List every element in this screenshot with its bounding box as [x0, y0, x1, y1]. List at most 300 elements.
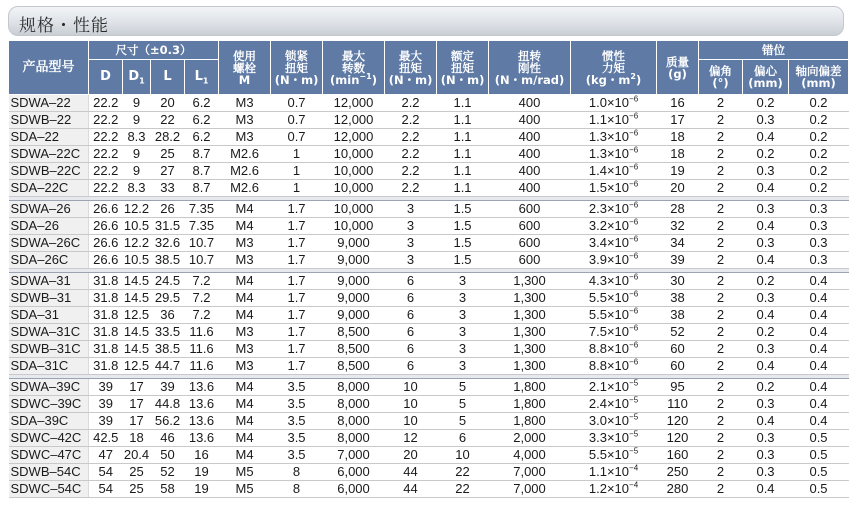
cell-model: SDWA–31C [9, 324, 89, 341]
table-row [9, 341, 849, 358]
cell-rated: 22 [437, 464, 489, 481]
cell-d1: 9 [123, 163, 151, 180]
cell-angle: 2 [699, 180, 743, 197]
cell-maxtq: 2.2 [385, 112, 437, 129]
cell-screw: M4 [219, 396, 271, 413]
cell-speed: 12,000 [323, 95, 385, 112]
cell-inertia: $5.5\times 10^{-6}$ [571, 307, 657, 324]
cell-axial: 0.4 [789, 290, 849, 307]
section-title: 规格・性能 [19, 16, 109, 36]
cell-lock: 8 [271, 481, 323, 498]
cell-rated: 5 [437, 396, 489, 413]
cell-screw: M5 [219, 481, 271, 498]
cell-model: SDWB–54C [9, 464, 89, 481]
cell-screw: M3 [219, 324, 271, 341]
cell-maxtq: 6 [385, 324, 437, 341]
cell-maxtq: 6 [385, 341, 437, 358]
cell-rated: 5 [437, 379, 489, 396]
table-row [9, 218, 849, 235]
cell-rated: 3 [437, 358, 489, 375]
cell-model: SDWB–31C [9, 341, 89, 358]
col-l: L [151, 60, 185, 95]
cell-lock: 1.7 [271, 201, 323, 218]
cell-speed: 9,000 [323, 252, 385, 269]
spec-table [8, 40, 849, 498]
cell-stiff: 600 [489, 201, 571, 218]
cell-d: 42.5 [89, 430, 123, 447]
cell-mass: 18 [657, 129, 699, 146]
cell-l: 32.6 [151, 235, 185, 252]
cell-maxtq: 44 [385, 481, 437, 498]
cell-rated: 1.5 [437, 201, 489, 218]
cell-model: SDWA–31 [9, 273, 89, 290]
cell-l1: 13.6 [185, 396, 219, 413]
cell-screw: M4 [219, 413, 271, 430]
col-angle: 偏角 (°) [699, 60, 743, 95]
cell-d: 31.8 [89, 273, 123, 290]
cell-speed: 9,000 [323, 235, 385, 252]
cell-lock: 1 [271, 163, 323, 180]
cell-d1: 17 [123, 396, 151, 413]
cell-offset: 0.2 [743, 146, 789, 163]
cell-speed: 8,500 [323, 358, 385, 375]
cell-axial: 0.4 [789, 379, 849, 396]
cell-l: 58 [151, 481, 185, 498]
cell-stiff: 2,000 [489, 430, 571, 447]
cell-l: 24.5 [151, 273, 185, 290]
cell-screw: M4 [219, 447, 271, 464]
cell-rated: 1.5 [437, 252, 489, 269]
cell-d: 31.8 [89, 358, 123, 375]
cell-angle: 2 [699, 481, 743, 498]
cell-speed: 8,000 [323, 413, 385, 430]
cell-angle: 2 [699, 358, 743, 375]
cell-stiff: 400 [489, 112, 571, 129]
cell-mass: 17 [657, 112, 699, 129]
cell-l1: 8.7 [185, 146, 219, 163]
cell-stiff: 1,300 [489, 341, 571, 358]
cell-l1: 8.7 [185, 180, 219, 197]
cell-model: SDA–39C [9, 413, 89, 430]
cell-model: SDA–31 [9, 307, 89, 324]
cell-rated: 1.1 [437, 112, 489, 129]
cell-speed: 10,000 [323, 218, 385, 235]
cell-mass: 120 [657, 430, 699, 447]
col-d: D [89, 60, 123, 95]
cell-d1: 25 [123, 464, 151, 481]
cell-inertia: $1.3\times 10^{-6}$ [571, 129, 657, 146]
cell-mass: 32 [657, 218, 699, 235]
cell-stiff: 4,000 [489, 447, 571, 464]
cell-inertia: $3.0\times 10^{-5}$ [571, 413, 657, 430]
cell-offset: 0.4 [743, 252, 789, 269]
cell-model: SDWC–42C [9, 430, 89, 447]
cell-angle: 2 [699, 396, 743, 413]
cell-screw: M4 [219, 273, 271, 290]
cell-lock: 1.7 [271, 235, 323, 252]
cell-mass: 60 [657, 358, 699, 375]
cell-l1: 16 [185, 447, 219, 464]
cell-d: 47 [89, 447, 123, 464]
cell-axial: 0.4 [789, 307, 849, 324]
cell-screw: M2.6 [219, 163, 271, 180]
cell-screw: M3 [219, 112, 271, 129]
col-max-speed: 最大 转数 $(\min^{-1})$ [323, 41, 385, 95]
col-screw: 使用 螺栓 M [219, 41, 271, 95]
col-d1: $D_1$ [123, 60, 151, 95]
cell-angle: 2 [699, 252, 743, 269]
cell-lock: 1 [271, 146, 323, 163]
cell-inertia: $2.1\times 10^{-5}$ [571, 379, 657, 396]
cell-d1: 9 [123, 112, 151, 129]
cell-stiff: 1,300 [489, 307, 571, 324]
cell-axial: 0.5 [789, 464, 849, 481]
cell-d1: 14.5 [123, 341, 150, 356]
cell-rated: 3 [437, 307, 489, 324]
cell-offset: 0.3 [743, 430, 789, 447]
cell-l: 28.2 [151, 129, 185, 146]
cell-offset: 0.3 [743, 112, 789, 129]
cell-mass: 39 [657, 252, 699, 269]
cell-d: 26.6 [89, 218, 123, 235]
cell-stiff: 1,800 [489, 379, 571, 396]
cell-l1: 6.2 [185, 95, 219, 112]
cell-maxtq: 2.2 [385, 180, 437, 197]
cell-maxtq: 10 [385, 379, 437, 396]
cell-speed: 12,000 [323, 112, 385, 129]
cell-l1: 19 [185, 464, 219, 481]
cell-d1: 17 [123, 379, 151, 396]
col-rated-torque: 额定 扭矩 (N・m) [437, 41, 489, 95]
cell-stiff: 400 [489, 180, 571, 197]
cell-angle: 2 [699, 464, 743, 481]
cell-d: 39 [89, 396, 123, 413]
cell-stiff: 1,300 [489, 324, 571, 341]
col-inertia: 惯性 力矩 (kg・$m^2$) [571, 41, 657, 95]
table-row [9, 235, 849, 252]
cell-speed: 7,000 [323, 447, 385, 464]
cell-mass: 52 [657, 324, 699, 341]
cell-mass: 38 [657, 307, 699, 324]
cell-axial: 0.2 [789, 163, 849, 180]
cell-model: SDWC–54C [9, 481, 89, 498]
cell-axial: 0.3 [789, 218, 849, 235]
cell-screw: M4 [219, 307, 271, 324]
cell-maxtq: 3 [385, 201, 437, 218]
cell-inertia: $3.2\times 10^{-6}$ [571, 218, 657, 235]
cell-inertia: $3.4\times 10^{-6}$ [571, 235, 657, 252]
cell-d1: 12.5 [123, 358, 150, 373]
cell-maxtq: 6 [385, 307, 437, 324]
col-torsional-stiffness: 扭转 刚性 (N・m/rad) [489, 41, 571, 95]
cell-d: 22.2 [89, 112, 123, 129]
cell-offset: 0.2 [743, 95, 789, 112]
col-model: 产品型号 [9, 41, 89, 95]
cell-model: SDWA–26C [9, 235, 89, 252]
cell-l: 29.5 [151, 290, 185, 307]
table-row [9, 252, 849, 269]
cell-mass: 95 [657, 379, 699, 396]
cell-speed: 9,000 [323, 307, 385, 324]
cell-screw: M3 [219, 235, 271, 252]
cell-stiff: 1,300 [489, 290, 571, 307]
cell-screw: M4 [219, 379, 271, 396]
cell-screw: M3 [219, 358, 271, 375]
cell-axial: 0.2 [789, 146, 849, 163]
cell-maxtq: 6 [385, 358, 437, 375]
cell-angle: 2 [699, 273, 743, 290]
cell-model: SDWC–47C [9, 447, 89, 464]
cell-lock: 1 [271, 180, 323, 197]
cell-model: SDA–26 [9, 218, 89, 235]
cell-d: 26.6 [89, 201, 123, 218]
cell-l: 38.5 [151, 252, 185, 269]
cell-offset: 0.3 [743, 464, 789, 481]
cell-d: 22.2 [89, 180, 123, 197]
cell-stiff: 1,800 [489, 396, 571, 413]
cell-d1: 8.3 [123, 129, 151, 146]
cell-l1: 13.6 [185, 379, 219, 396]
cell-axial: 0.2 [789, 180, 849, 197]
cell-maxtq: 10 [385, 396, 437, 413]
cell-d1: 12.5 [123, 307, 150, 322]
cell-mass: 38 [657, 290, 699, 307]
cell-l: 25 [151, 146, 185, 163]
cell-rated: 1.1 [437, 129, 489, 146]
cell-screw: M3 [219, 129, 271, 146]
cell-rated: 3 [437, 324, 489, 341]
table-row [9, 430, 849, 447]
cell-angle: 2 [699, 447, 743, 464]
table-row [9, 447, 849, 464]
cell-d1: 9 [123, 95, 151, 112]
cell-d: 22.2 [89, 146, 123, 163]
cell-l: 20 [151, 95, 185, 112]
cell-l: 46 [151, 430, 185, 447]
cell-angle: 2 [699, 218, 743, 235]
cell-screw: M4 [219, 218, 271, 235]
cell-rated: 10 [437, 447, 489, 464]
cell-screw: M3 [219, 341, 271, 358]
cell-speed: 10,000 [323, 163, 385, 180]
cell-l1: 11.6 [185, 358, 219, 375]
cell-lock: 1.7 [271, 218, 323, 235]
cell-d: 31.8 [89, 307, 123, 324]
cell-stiff: 400 [489, 129, 571, 146]
cell-d1: 10.5 [123, 218, 150, 233]
cell-inertia: $2.4\times 10^{-5}$ [571, 396, 657, 413]
cell-l1: 7.2 [185, 273, 219, 290]
cell-axial: 0.4 [789, 324, 849, 341]
cell-angle: 2 [699, 379, 743, 396]
cell-lock: 1.7 [271, 290, 323, 307]
cell-l: 31.5 [151, 218, 185, 235]
cell-l1: 13.6 [185, 430, 219, 447]
cell-mass: 250 [657, 464, 699, 481]
cell-inertia: $3.3\times 10^{-5}$ [571, 430, 657, 447]
cell-screw: M4 [219, 290, 271, 307]
cell-maxtq: 3 [385, 252, 437, 269]
cell-offset: 0.3 [743, 341, 789, 358]
cell-maxtq: 20 [385, 447, 437, 464]
cell-model: SDWA–22C [9, 146, 89, 163]
cell-offset: 0.4 [743, 129, 789, 146]
cell-angle: 2 [699, 129, 743, 146]
cell-speed: 8,000 [323, 396, 385, 413]
cell-angle: 2 [699, 324, 743, 341]
cell-d1: 25 [123, 481, 151, 498]
cell-mass: 18 [657, 146, 699, 163]
cell-maxtq: 3 [385, 235, 437, 252]
cell-inertia: $1.3\times 10^{-6}$ [571, 146, 657, 163]
cell-d: 31.8 [89, 341, 123, 358]
cell-d: 31.8 [89, 324, 123, 341]
cell-axial: 0.4 [789, 413, 849, 430]
col-offset: 偏心 (mm) [743, 60, 789, 95]
cell-rated: 3 [437, 341, 489, 358]
cell-inertia: $3.9\times 10^{-6}$ [571, 252, 657, 269]
cell-l1: 11.6 [185, 324, 219, 341]
cell-maxtq: 2.2 [385, 129, 437, 146]
cell-axial: 0.4 [789, 341, 849, 358]
cell-lock: 1.7 [271, 307, 323, 324]
cell-offset: 0.4 [743, 218, 789, 235]
cell-mass: 34 [657, 235, 699, 252]
cell-speed: 6,000 [323, 481, 385, 498]
cell-lock: 3.5 [271, 447, 323, 464]
cell-axial: 0.2 [789, 112, 849, 129]
cell-lock: 3.5 [271, 413, 323, 430]
cell-l1: 8.7 [185, 163, 219, 180]
cell-inertia: $7.5\times 10^{-6}$ [571, 324, 657, 341]
cell-maxtq: 6 [385, 290, 437, 307]
cell-offset: 0.4 [743, 180, 789, 197]
cell-l1: 11.6 [185, 341, 219, 358]
table-row [9, 129, 849, 146]
table-row [9, 163, 849, 180]
cell-model: SDWB–22 [9, 112, 89, 129]
cell-speed: 10,000 [323, 201, 385, 218]
cell-screw: M2.6 [219, 180, 271, 197]
cell-lock: 1.7 [271, 273, 323, 290]
cell-d: 26.6 [89, 235, 123, 252]
cell-stiff: 400 [489, 95, 571, 112]
cell-lock: 8 [271, 464, 323, 481]
cell-l: 38.5 [151, 341, 185, 358]
cell-offset: 0.3 [743, 290, 789, 307]
spec-table-body [9, 95, 849, 498]
cell-stiff: 1,300 [489, 273, 571, 290]
cell-maxtq: 3 [385, 218, 437, 235]
cell-inertia: $1.5\times 10^{-6}$ [571, 180, 657, 197]
cell-d1: 9 [123, 146, 151, 163]
cell-d1: 12.2 [123, 201, 150, 216]
cell-screw: M2.6 [219, 146, 271, 163]
cell-angle: 2 [699, 112, 743, 129]
cell-axial: 0.4 [789, 273, 849, 290]
cell-rated: 3 [437, 290, 489, 307]
cell-l: 44.8 [151, 396, 185, 413]
cell-maxtq: 2.2 [385, 146, 437, 163]
cell-mass: 28 [657, 201, 699, 218]
cell-screw: M3 [219, 95, 271, 112]
cell-speed: 10,000 [323, 146, 385, 163]
cell-axial: 0.4 [789, 396, 849, 413]
cell-angle: 2 [699, 235, 743, 252]
cell-lock: 3.5 [271, 430, 323, 447]
section-title-bar [8, 6, 844, 36]
cell-offset: 0.4 [743, 358, 789, 375]
cell-l: 50 [151, 447, 185, 464]
cell-axial: 0.3 [789, 235, 849, 252]
col-size-group: 尺寸（±0.3） [89, 41, 219, 60]
cell-speed: 8,000 [323, 379, 385, 396]
cell-model: SDWA–39C [9, 379, 89, 396]
cell-lock: 0.7 [271, 112, 323, 129]
cell-maxtq: 2.2 [385, 163, 437, 180]
table-row [9, 180, 849, 197]
col-max-torque: 最大 扭矩 (N・m) [385, 41, 437, 95]
cell-rated: 1.1 [437, 163, 489, 180]
cell-lock: 3.5 [271, 379, 323, 396]
cell-inertia: $5.5\times 10^{-6}$ [571, 290, 657, 307]
cell-inertia: $1.1\times 10^{-4}$ [571, 464, 657, 481]
cell-l1: 19 [185, 481, 219, 498]
cell-l: 39 [151, 379, 185, 396]
cell-l: 27 [151, 163, 185, 180]
cell-inertia: $4.3\times 10^{-6}$ [571, 273, 657, 290]
cell-stiff: 7,000 [489, 481, 571, 498]
table-row [9, 481, 849, 498]
cell-offset: 0.3 [743, 447, 789, 464]
cell-l1: 7.35 [185, 218, 219, 235]
cell-mass: 30 [657, 273, 699, 290]
cell-d1: 12.2 [123, 235, 150, 250]
cell-l1: 6.2 [185, 112, 219, 129]
cell-d: 22.2 [89, 95, 123, 112]
cell-lock: 1.7 [271, 358, 323, 375]
cell-screw: M5 [219, 464, 271, 481]
table-row [9, 112, 849, 129]
col-l1: $L_1$ [185, 60, 219, 95]
table-row [9, 396, 849, 413]
cell-l: 56.2 [151, 413, 185, 430]
cell-offset: 0.4 [743, 481, 789, 498]
cell-inertia: $5.5\times 10^{-5}$ [571, 447, 657, 464]
table-row [9, 358, 849, 375]
cell-lock: 1.7 [271, 324, 323, 341]
cell-d: 26.6 [89, 252, 123, 269]
table-row [9, 146, 849, 163]
cell-angle: 2 [699, 307, 743, 324]
cell-angle: 2 [699, 163, 743, 180]
cell-d1: 18 [123, 430, 151, 447]
cell-angle: 2 [699, 413, 743, 430]
cell-axial: 0.3 [789, 201, 849, 218]
cell-d: 39 [89, 413, 123, 430]
cell-mass: 110 [657, 396, 699, 413]
cell-d1: 8.3 [123, 180, 151, 197]
cell-speed: 8,000 [323, 430, 385, 447]
cell-d1: 14.5 [123, 290, 150, 305]
cell-inertia: $2.3\times 10^{-6}$ [571, 201, 657, 218]
cell-lock: 1.7 [271, 341, 323, 358]
cell-axial: 0.5 [789, 481, 849, 498]
cell-d1: 20.4 [123, 447, 150, 462]
cell-stiff: 600 [489, 218, 571, 235]
col-misalign-group: 错位 [699, 41, 849, 60]
cell-rated: 6 [437, 430, 489, 447]
